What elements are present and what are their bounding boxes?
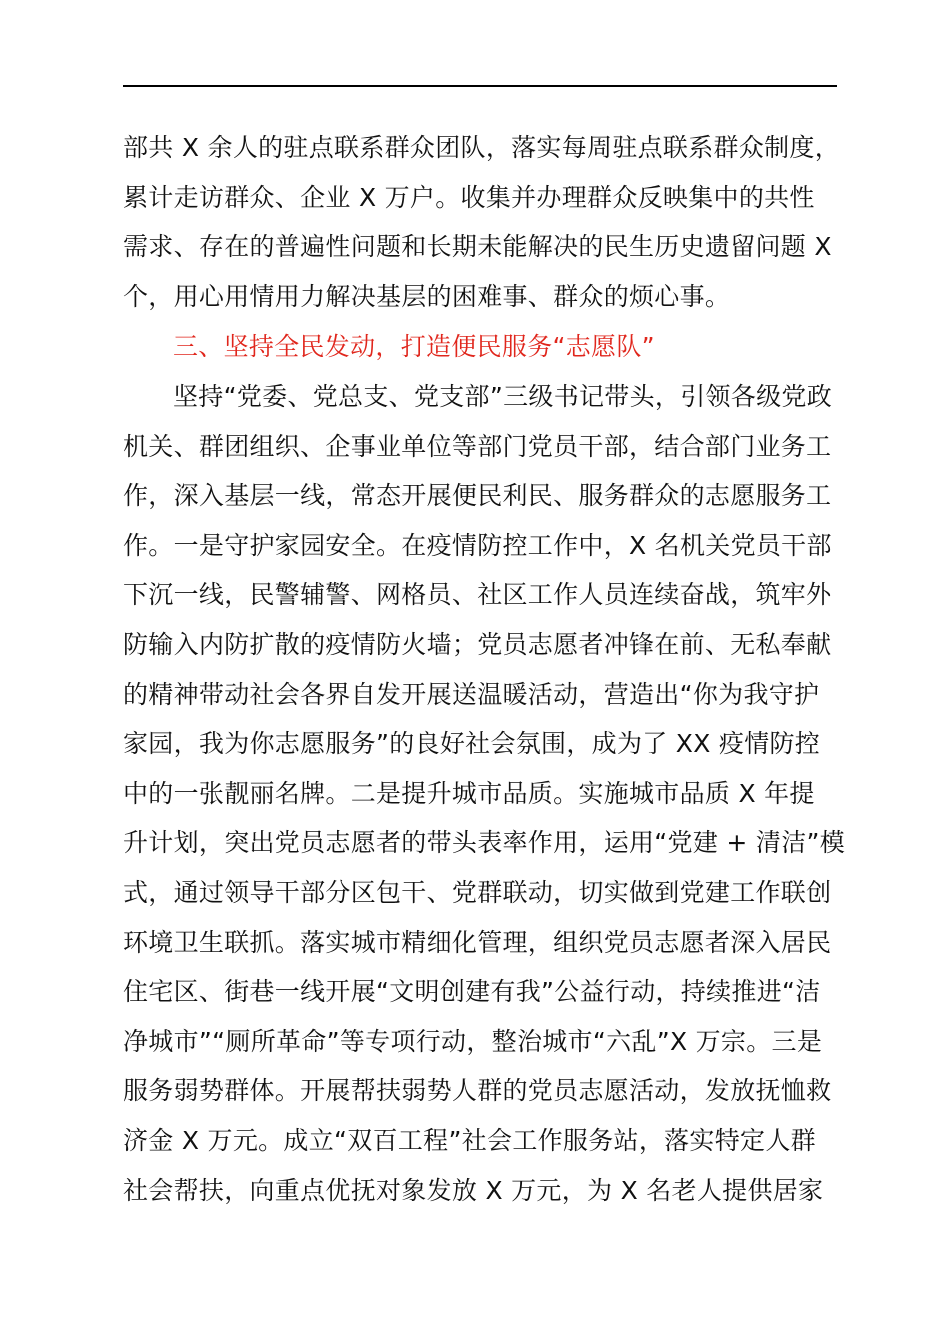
text-line: 需求、存在的普遍性问题和长期未能解决的民生历史遗留问题 X	[123, 232, 832, 262]
text-line: 累计走访群众、企业 X 万户。收集并办理群众反映集中的共性	[123, 182, 815, 212]
text-line: 作，深入基层一线，常态开展便民利民、服务群众的志愿服务工	[123, 481, 832, 511]
text-line: 下沉一线，民警辅警、网格员、社区工作人员连续奋战，筑牢外	[123, 580, 832, 610]
text-line: 环境卫生联抓。落实城市精细化管理，组织党员志愿者深入居民	[123, 927, 832, 957]
text-line: 作。一是守护家园安全。在疫情防控工作中，X 名机关党员干部	[123, 530, 832, 560]
text-line: 升计划，突出党员志愿者的带头表率作用，运用“党建 + 清洁”模	[123, 828, 846, 858]
paragraph-continuation	[123, 123, 863, 321]
text-line: 部共 X 余人的驻点联系群众团队，落实每周驻点联系群众制度，	[123, 133, 841, 162]
text-line-first: 坚持“党委、党总支、党支部”三级书记带头，引领各级党政	[173, 382, 833, 411]
text-line: 防输入内防扩散的疫情防火墙；党员志愿者冲锋在前、无私奉献	[123, 629, 832, 659]
text-line: 家园，我为你志愿服务”的良好社会氛围，成为了 XX 疫情防控	[123, 729, 821, 759]
header-rule	[123, 85, 837, 87]
section-heading: 三、坚持全民发动，打造便民服务“志愿队”	[173, 332, 655, 361]
text-line: 中的一张靓丽名牌。二是提升城市品质。实施城市品质 X 年提	[123, 778, 815, 808]
text-line: 服务弱势群体。开展帮扶弱势人群的党员志愿活动，发放抚恤救	[123, 1076, 832, 1106]
text-line: 个，用心用情用力解决基层的困难事、群众的烦心事。	[123, 281, 731, 311]
text-line: 机关、群团组织、企事业单位等部门党员干部，结合部门业务工	[123, 431, 832, 461]
text-line: 济金 X 万元。成立“双百工程”社会工作服务站，落实特定人群	[123, 1125, 816, 1155]
text-line: 社会帮扶，向重点优抚对象发放 X 万元，为 X 名老人提供居家	[123, 1175, 824, 1205]
paragraph-body	[123, 372, 863, 1215]
text-line: 住宅区、街巷一线开展“文明创建有我”公益行动，持续推进“洁	[123, 977, 821, 1007]
section-heading-wrap	[173, 322, 913, 372]
text-line: 的精神带动社会各界自发开展送温暖活动，营造出“你为我守护	[123, 679, 820, 709]
text-line: 式，通过领导干部分区包干、党群联动，切实做到党建工作联创	[123, 877, 832, 907]
text-line: 净城市”“厕所革命”等专项行动，整治城市“六乱”X 万宗。三是	[123, 1026, 823, 1056]
